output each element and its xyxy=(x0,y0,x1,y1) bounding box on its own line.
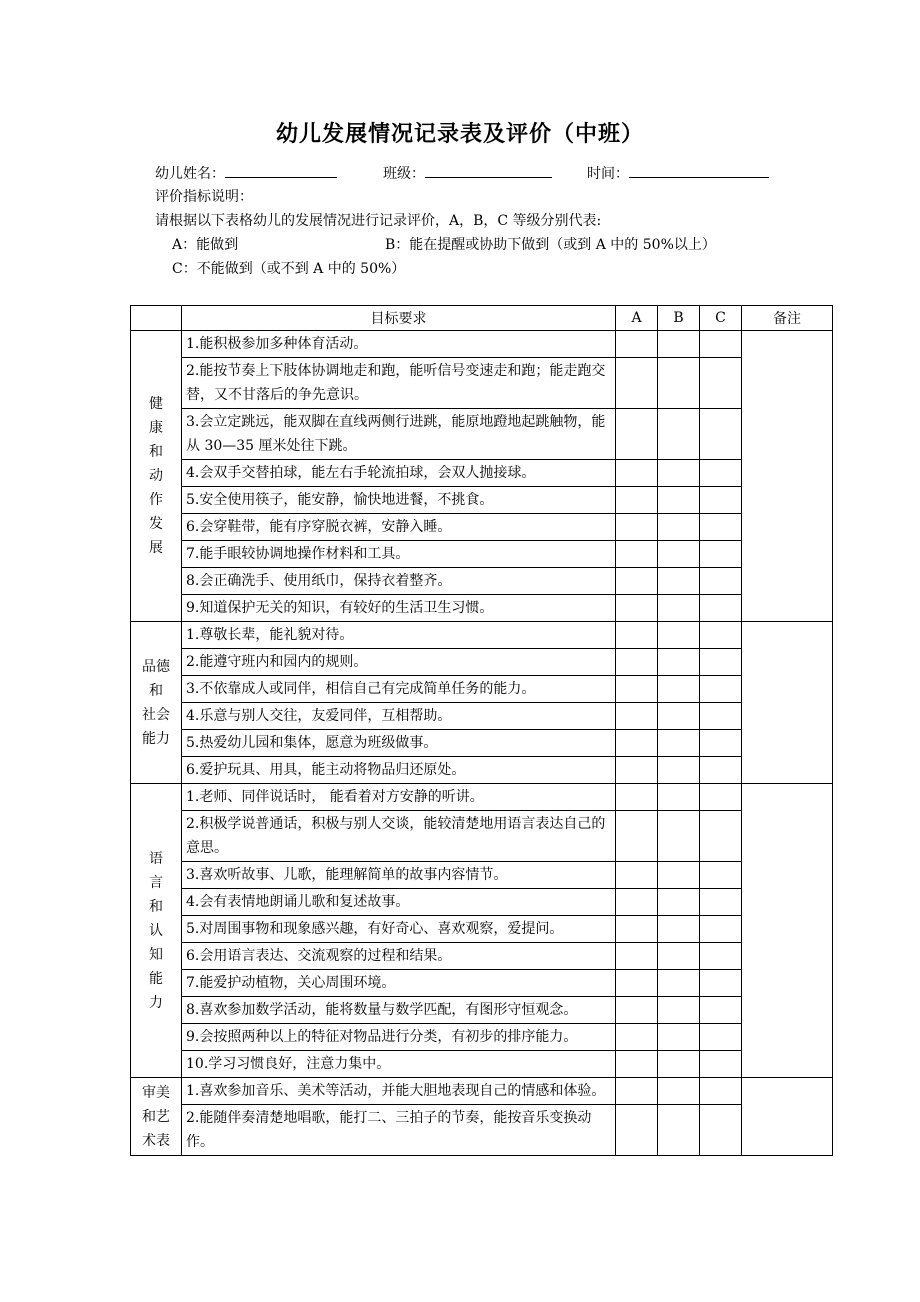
goal-item-cell: 1.老师、同伴说话时， 能看着对方安静的听讲。 xyxy=(182,784,616,811)
grade-c-cell[interactable] xyxy=(700,649,742,676)
grade-b-cell[interactable] xyxy=(658,358,700,409)
grade-b-cell[interactable] xyxy=(658,595,700,622)
criteria-label: 评价指标说明： xyxy=(155,189,253,205)
grade-c-cell[interactable] xyxy=(700,889,742,916)
grade-a-cell[interactable] xyxy=(616,757,658,784)
grade-b-cell[interactable] xyxy=(658,730,700,757)
table-row xyxy=(131,784,833,811)
header-category xyxy=(131,306,182,331)
table-row xyxy=(131,409,833,460)
grade-c-text: C：不能做到（或不到 A 中的 50%） xyxy=(172,261,406,277)
grade-a-cell[interactable] xyxy=(616,997,658,1024)
table-row xyxy=(131,703,833,730)
remark-cell[interactable] xyxy=(742,331,833,622)
grade-c-cell[interactable] xyxy=(700,1078,742,1105)
grade-c-cell[interactable] xyxy=(700,622,742,649)
remark-cell[interactable] xyxy=(742,784,833,1078)
grade-b-cell[interactable] xyxy=(658,1105,700,1156)
grade-b-cell[interactable] xyxy=(658,514,700,541)
grade-c-cell[interactable] xyxy=(700,676,742,703)
grade-c-cell[interactable] xyxy=(700,460,742,487)
header-b: B xyxy=(658,306,700,331)
grade-b-cell[interactable] xyxy=(658,622,700,649)
grade-c-cell[interactable] xyxy=(700,970,742,997)
grade-c-cell[interactable] xyxy=(700,862,742,889)
grade-c-cell[interactable] xyxy=(700,1051,742,1078)
goal-item-cell: 9.知道保护无关的知识，有较好的生活卫生习惯。 xyxy=(182,595,616,622)
grade-a-cell[interactable] xyxy=(616,358,658,409)
time-blank[interactable] xyxy=(629,162,769,178)
grade-b-text: B：能在提醒或协助下做到（或到 A 中的 50%以上） xyxy=(385,237,716,253)
grade-b-cell[interactable] xyxy=(658,784,700,811)
grade-a-cell[interactable] xyxy=(616,460,658,487)
goal-item-cell: 1.尊敬长辈，能礼貌对待。 xyxy=(182,622,616,649)
grade-c-cell[interactable] xyxy=(700,943,742,970)
goal-item-cell: 3.会立定跳远，能双脚在直线两侧行进跳，能原地蹬地起跳触物，能从 30—35 厘米处往下跳。 xyxy=(182,409,616,460)
grade-b-cell[interactable] xyxy=(658,997,700,1024)
grade-c-cell[interactable] xyxy=(700,409,742,460)
goal-item-cell: 4.乐意与别人交往，友爱同伴，互相帮助。 xyxy=(182,703,616,730)
grade-b-cell[interactable] xyxy=(658,541,700,568)
goal-item-cell: 3.喜欢听故事、儿歌，能理解简单的故事内容情节。 xyxy=(182,862,616,889)
grade-c-cell[interactable] xyxy=(700,916,742,943)
grade-a-cell[interactable] xyxy=(616,331,658,358)
grade-c-cell[interactable] xyxy=(700,568,742,595)
table-row xyxy=(131,1051,833,1078)
grade-a-cell[interactable] xyxy=(616,649,658,676)
grade-b-cell[interactable] xyxy=(658,703,700,730)
grade-c-cell[interactable] xyxy=(700,757,742,784)
grade-b-cell[interactable] xyxy=(658,1024,700,1051)
grade-a-text: A：能做到 xyxy=(172,237,239,253)
grade-a-cell[interactable] xyxy=(616,1051,658,1078)
goal-item-cell: 2.能按节奏上下肢体协调地走和跑，能听信号变速走和跑；能走跑交替，又不甘落后的争先意识。 xyxy=(182,358,616,409)
goal-item-cell: 2.能遵守班内和园内的规则。 xyxy=(182,649,616,676)
goal-item-cell: 4.会双手交替拍球，能左右手轮流拍球，会双人抛接球。 xyxy=(182,460,616,487)
grade-c-cell[interactable] xyxy=(700,811,742,862)
table-row xyxy=(131,862,833,889)
grade-b-cell[interactable] xyxy=(658,1078,700,1105)
table-row xyxy=(131,487,833,514)
grade-b-cell[interactable] xyxy=(658,757,700,784)
grade-a-cell[interactable] xyxy=(616,730,658,757)
goal-item-cell: 1.能积极参加多种体育活动。 xyxy=(182,331,616,358)
name-field xyxy=(155,162,337,185)
grade-a-cell[interactable] xyxy=(616,622,658,649)
table-row xyxy=(131,997,833,1024)
grade-c-cell[interactable] xyxy=(700,487,742,514)
grade-c-cell[interactable] xyxy=(700,1105,742,1156)
goal-item-cell: 7.能爱护动植物，关心周围环境。 xyxy=(182,970,616,997)
grade-c-cell[interactable] xyxy=(700,997,742,1024)
grade-c-cell[interactable] xyxy=(700,703,742,730)
grade-c-cell[interactable] xyxy=(700,730,742,757)
grade-b-cell[interactable] xyxy=(658,331,700,358)
grade-b-cell[interactable] xyxy=(658,487,700,514)
grade-a-cell[interactable] xyxy=(616,1078,658,1105)
table-row xyxy=(131,889,833,916)
category-cell: 语 言 和 认 知 能 力 xyxy=(131,784,182,1078)
goal-item-cell: 8.喜欢参加数学活动，能将数量与数学匹配，有图形守恒观念。 xyxy=(182,997,616,1024)
grade-a-cell[interactable] xyxy=(616,568,658,595)
name-label: 幼儿姓名： xyxy=(155,166,225,182)
evaluation-table xyxy=(130,305,833,1156)
grade-a-cell[interactable] xyxy=(616,514,658,541)
grade-c-cell[interactable] xyxy=(700,358,742,409)
class-blank[interactable] xyxy=(425,162,552,178)
grade-b-cell[interactable] xyxy=(658,568,700,595)
class-label: 班级： xyxy=(383,166,425,182)
grade-c-cell[interactable] xyxy=(700,1024,742,1051)
goal-item-cell: 3.不依靠成人或同伴，相信自己有完成简单任务的能力。 xyxy=(182,676,616,703)
table-row xyxy=(131,622,833,649)
table-row xyxy=(131,811,833,862)
goal-item-cell: 5.安全使用筷子，能安静，愉快地进餐，不挑食。 xyxy=(182,487,616,514)
grade-b-cell[interactable] xyxy=(658,970,700,997)
grade-a-cell[interactable] xyxy=(616,811,658,862)
grade-b-cell[interactable] xyxy=(658,649,700,676)
grade-c-cell[interactable] xyxy=(700,331,742,358)
table-row xyxy=(131,1024,833,1051)
remark-cell[interactable] xyxy=(742,1078,833,1156)
table-row xyxy=(131,970,833,997)
table-row xyxy=(131,757,833,784)
grade-b-cell[interactable] xyxy=(658,460,700,487)
goal-item-cell: 6.会穿鞋带，能有序穿脱衣裤，安静入睡。 xyxy=(182,514,616,541)
table-row xyxy=(131,460,833,487)
goal-item-cell: 5.对周围事物和现象感兴趣，有好奇心、喜欢观察，爱提问。 xyxy=(182,916,616,943)
grade-a-cell[interactable] xyxy=(616,1105,658,1156)
instruction-text: 请根据以下表格幼儿的发展情况进行记录评价，A，B，C 等级分别代表: xyxy=(155,213,602,229)
grade-a-cell[interactable] xyxy=(616,487,658,514)
goal-item-cell: 9.会按照两种以上的特征对物品进行分类，有初步的排序能力。 xyxy=(182,1024,616,1051)
grade-a-cell[interactable] xyxy=(616,1024,658,1051)
grade-a-cell[interactable] xyxy=(616,862,658,889)
table-row xyxy=(131,676,833,703)
goal-item-cell: 6.爱护玩具、用具，能主动将物品归还原处。 xyxy=(182,757,616,784)
grade-a-cell[interactable] xyxy=(616,595,658,622)
grade-a-cell[interactable] xyxy=(616,784,658,811)
table-row xyxy=(131,331,833,358)
header-goal: 目标要求 xyxy=(182,306,616,331)
table-row xyxy=(131,943,833,970)
goal-item-cell: 5.热爱幼儿园和集体，愿意为班级做事。 xyxy=(182,730,616,757)
grade-b-cell[interactable] xyxy=(658,409,700,460)
table-row xyxy=(131,916,833,943)
grade-b-cell[interactable] xyxy=(658,811,700,862)
table-body xyxy=(131,331,833,1156)
header-c: C xyxy=(700,306,742,331)
grade-c-cell[interactable] xyxy=(700,784,742,811)
grade-b-cell[interactable] xyxy=(658,889,700,916)
header-remark: 备注 xyxy=(742,306,833,331)
table-row xyxy=(131,541,833,568)
category-cell: 健 康 和 动 作 发 展 xyxy=(131,331,182,622)
grade-a-cell[interactable] xyxy=(616,676,658,703)
category-cell: 品德 和 社会 能力 xyxy=(131,622,182,784)
grade-a-cell[interactable] xyxy=(616,703,658,730)
table-row xyxy=(131,649,833,676)
time-field xyxy=(587,162,769,185)
goal-item-cell: 8.会正确洗手、使用纸巾，保持衣着整齐。 xyxy=(182,568,616,595)
time-label: 时间： xyxy=(587,166,629,182)
table-row xyxy=(131,358,833,409)
table-row xyxy=(131,514,833,541)
header-a: A xyxy=(616,306,658,331)
table-row xyxy=(131,595,833,622)
category-cell: 审美 和艺 术表 xyxy=(131,1078,182,1156)
grade-a-cell[interactable] xyxy=(616,970,658,997)
page-title: 幼儿发展情况记录表及评价（中班） xyxy=(275,121,644,147)
class-field xyxy=(383,162,552,185)
grade-c-cell[interactable] xyxy=(700,514,742,541)
grade-a-cell[interactable] xyxy=(616,541,658,568)
grade-a-cell[interactable] xyxy=(616,943,658,970)
goal-item-cell: 10.学习习惯良好，注意力集中。 xyxy=(182,1051,616,1078)
grade-a-cell[interactable] xyxy=(616,409,658,460)
name-blank[interactable] xyxy=(225,162,337,178)
goal-item-cell: 1.喜欢参加音乐、美术等活动，并能大胆地表现自己的情感和体验。 xyxy=(182,1078,616,1105)
goal-item-cell: 2.积极学说普通话，积极与别人交谈，能较清楚地用语言表达自己的意思。 xyxy=(182,811,616,862)
grade-b-cell[interactable] xyxy=(658,943,700,970)
goal-item-cell: 2.能随伴奏清楚地唱歌，能打二、三拍子的节奏，能按音乐变换动作。 xyxy=(182,1105,616,1156)
grade-b-cell[interactable] xyxy=(658,862,700,889)
remark-cell[interactable] xyxy=(742,622,833,784)
goal-item-cell: 4.会有表情地朗诵儿歌和复述故事。 xyxy=(182,889,616,916)
goal-item-cell: 6.会用语言表达、交流观察的过程和结果。 xyxy=(182,943,616,970)
goal-item-cell: 7.能手眼较协调地操作材料和工具。 xyxy=(182,541,616,568)
grade-a-cell[interactable] xyxy=(616,889,658,916)
table-row xyxy=(131,568,833,595)
table-row xyxy=(131,1105,833,1156)
grade-b-cell[interactable] xyxy=(658,1051,700,1078)
table-header-row xyxy=(131,306,833,331)
grade-b-cell[interactable] xyxy=(658,676,700,703)
grade-c-cell[interactable] xyxy=(700,595,742,622)
grade-a-cell[interactable] xyxy=(616,916,658,943)
grade-c-cell[interactable] xyxy=(700,541,742,568)
table-row xyxy=(131,1078,833,1105)
table-row xyxy=(131,730,833,757)
grade-b-cell[interactable] xyxy=(658,916,700,943)
